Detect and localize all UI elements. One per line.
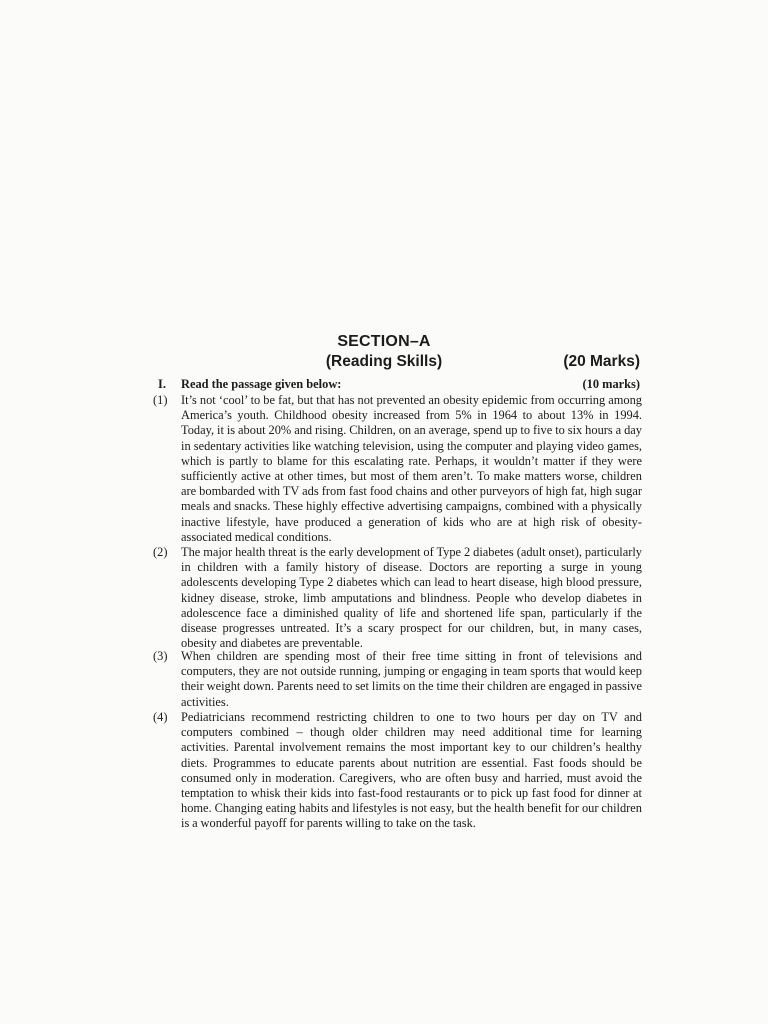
question-marks: (10 marks) xyxy=(582,377,640,391)
section-title: SECTION–A xyxy=(337,333,431,350)
paragraph-number: (3) xyxy=(153,649,168,663)
paragraph-text: The major health threat is the early development of Type 2 diabetes (adult onset), particularly in children with a family history of disease. Doctors are reporting a surge in young adolescents developing Type 2 diabetes which can lead to heart disease, high blood pressure, kidney disease, stroke, limb amputations and blindness. People who develop diabetes in adolescence face a diminished quality of life and shortened life span, particularly if the disease progresses untreated. It’s a scary prospect for our children, but, in many cases, obesity and diabetes are preventable. xyxy=(181,545,642,651)
paragraph-4 xyxy=(150,710,642,832)
paragraph-number: (1) xyxy=(153,393,168,407)
paragraph-number: (4) xyxy=(153,710,168,724)
paragraph-text: Pediatricians recommend restricting children to one to two hours per day on TV and computers combined – though older children may need additional time for learning activities. Parental involvement remains the most important key to our children’s healthy diets. Programmes to educate parents about nutrition are essential. Fast foods should be consumed only in moderation. Caregivers, who are often busy and harried, must avoid the temptation to whisk their kids into fast-food restaurants or to pick up fast food for dinner at home. Changing eating habits and lifestyles is not easy, but the health benefit for our children is a wonderful payoff for parents willing to take on the task. xyxy=(181,710,642,831)
paragraph-number: (2) xyxy=(153,545,168,559)
paragraph-text: When children are spending most of their free time sitting in front of televisions and computers, they are not outside running, jumping or engaging in team sports that would keep their weight down. Parents need to set limits on the time their children are engaged in passive activities. xyxy=(181,649,642,709)
paragraph-1 xyxy=(150,393,642,545)
paragraph-2 xyxy=(150,545,642,651)
paragraph-3 xyxy=(150,649,642,710)
question-instruction: Read the passage given below: xyxy=(181,377,342,391)
paragraph-text: It’s not ‘cool’ to be fat, but that has not prevented an obesity epidemic from occurring among America’s youth. Childhood obesity increased from 5% in 1964 to about 13% in 1994. Today, it is about 20% and rising. Children, on an average, spend up to five to six hours a day in sedentary activities like watching television, using the computer and playing video games, which is partly to blame for this escalating rate. Perhaps, it wouldn’t matter if they were sufficiently active at other times, but most of them aren’t. To make matters worse, children are bombarded with TV ads from fast food chains and other purveyors of high fat, high sugar meals and snacks. These highly effective advertising campaigns, combined with a physically inactive lifestyle, have produced a generation of kids who are at high risk of obesity-associated medical conditions. xyxy=(181,393,642,544)
section-marks: (20 Marks) xyxy=(563,353,640,370)
section-subtitle: (Reading Skills) xyxy=(325,353,443,370)
question-number: I. xyxy=(158,377,166,391)
